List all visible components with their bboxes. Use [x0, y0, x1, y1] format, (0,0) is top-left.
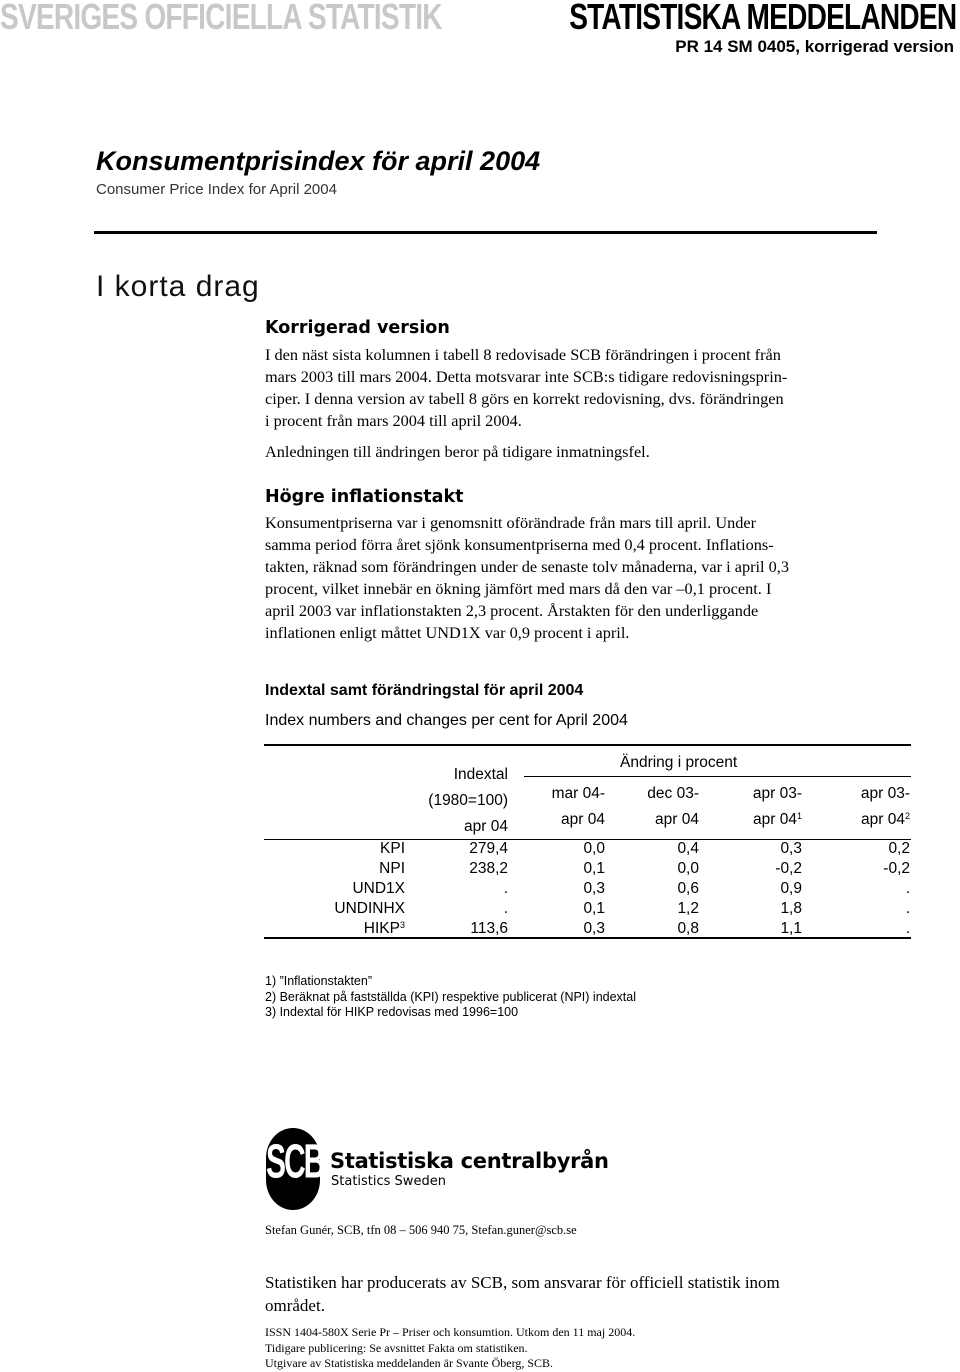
footnotes — [265, 974, 636, 1021]
document-subtitle: Consumer Price Index for April 2004 — [96, 181, 337, 198]
footnote: 3) Indextal för HIKP redovisas med 1996=100 — [265, 1005, 519, 1019]
paragraph-line: I den näst sista kolumnen i tabell 8 redovisade SCB förändringen i procent från — [265, 345, 781, 364]
section-note: Anledningen till ändringen beror på tidigare inmatningsfel. — [265, 442, 650, 461]
row-label — [300, 860, 405, 878]
paragraph-line: ciper. I denna version av tabell 8 görs en korrekt redovisning, dvs. förändringen — [265, 389, 784, 408]
paragraph-line: i procent från mars 2004 till april 2004. — [265, 411, 522, 430]
producer-line: Statistiken har producerats av SCB, som ansvarar för officiell statistik inom — [265, 1273, 780, 1292]
producer-statement — [265, 1271, 780, 1317]
index-header: Indextal — [453, 766, 508, 783]
colophon-line: ISSN 1404-580X Serie Pr – Priser och konsumtion. Utkom den 11 maj 2004. — [265, 1325, 636, 1339]
colophon — [265, 1325, 635, 1372]
table-cell: -0,2 — [883, 860, 910, 877]
footnote-marker: 2 — [904, 811, 910, 821]
column-header-top: mar 04- — [551, 785, 605, 802]
table-cell: . — [503, 900, 508, 917]
row-label-text: UND1X — [352, 880, 405, 897]
table-cell: 0,3 — [583, 920, 605, 937]
column-header-text: apr 04 — [861, 811, 905, 828]
footnote: 2) Beräknat på fastställda (KPI) respektive publicerat (NPI) indextal — [265, 989, 637, 1004]
colophon-line: Tidigare publicering: Se avsnittet Fakta om statistiken. — [265, 1340, 528, 1355]
row-label-text: HIKP — [363, 920, 400, 937]
index-header: apr 04 — [464, 818, 508, 835]
column-header-bottom — [800, 811, 910, 829]
table-cell: 1,8 — [780, 900, 802, 917]
table-cell: 113,6 — [470, 920, 508, 937]
table-cell: 0,1 — [583, 900, 605, 917]
table-cell: . — [503, 880, 508, 897]
column-header-bottom — [692, 811, 802, 829]
table-cell: 0,0 — [583, 840, 605, 857]
column-header-top: apr 03- — [752, 785, 802, 802]
footnote: 1) ”Inflationstakten” — [265, 974, 372, 988]
table-cell: 0,3 — [583, 880, 605, 897]
series-name-gray: SVERIGES OFFICIELLA STATISTIK — [0, 0, 442, 37]
column-header-top: dec 03- — [647, 785, 699, 802]
index-header: (1980=100) — [428, 792, 508, 809]
table-cell: . — [905, 880, 910, 897]
series-name: STATISTISKA MEDDELANDEN — [568, 0, 956, 37]
table-cell: 0,6 — [677, 880, 699, 897]
column-header-text: apr 04 — [655, 811, 699, 828]
logo-name: Statistiska centralbyrån — [330, 1149, 609, 1173]
table-cell: 1,2 — [677, 900, 699, 917]
table-top-rule — [264, 744, 911, 746]
paragraph-line: samma period förra året sjönk konsumentpriserna med 0,4 procent. Inflations- — [265, 535, 774, 554]
producer-line: området. — [265, 1296, 325, 1315]
column-header-text: apr 04 — [753, 811, 797, 828]
report-id: PR 14 SM 0405, korrigerad version — [675, 37, 954, 56]
row-label — [300, 920, 405, 938]
table-cell: 0,2 — [888, 840, 910, 857]
row-label — [300, 900, 405, 918]
table-subtitle: Index numbers and changes per cent for April 2004 — [265, 712, 628, 729]
title-rule — [94, 231, 877, 234]
footnote-marker: 1 — [796, 811, 802, 821]
column-header-top: apr 03- — [860, 785, 910, 802]
column-header-text: apr 04 — [561, 811, 605, 828]
table-cell: 0,9 — [780, 880, 802, 897]
document-title: Konsumentprisindex för april 2004 — [96, 146, 541, 176]
column-header-bottom — [589, 811, 699, 829]
table-cell: 0,1 — [583, 860, 605, 877]
table-cell: 279,4 — [469, 840, 508, 857]
section-heading-corrected: Korrigerad version — [265, 318, 450, 338]
table-title: Indextal samt förändringstal för april 2004 — [265, 682, 584, 699]
row-label-text: UNDINHX — [334, 900, 405, 917]
logo-subtitle: Statistics Sweden — [331, 1174, 446, 1189]
row-label — [300, 840, 405, 858]
table-cell: 0,4 — [677, 840, 699, 857]
table-cell: 0,3 — [780, 840, 802, 857]
paragraph-line: april 2003 var inflationstakten 2,3 procent. Årstakten för den underliggande — [265, 601, 759, 620]
group-header: Ändring i procent — [620, 754, 738, 771]
paragraph-line: inflationen enligt måttet UND1X var 0,9 procent i april. — [265, 623, 630, 642]
section-heading-inflation: Högre inflationstakt — [265, 487, 464, 507]
section-paragraph-inflation — [265, 512, 789, 644]
table-cell: . — [905, 920, 910, 937]
table-cell: . — [905, 900, 910, 917]
row-label-text: NPI — [379, 860, 405, 877]
paragraph-line: mars 2003 till mars 2004. Detta motsvarar inte SCB:s tidigare redovisningsprin- — [265, 367, 788, 386]
table-cell: 1,1 — [780, 920, 802, 937]
colophon-line: Utgivare av Statistiska meddelanden är Svante Öberg, SCB. — [265, 1356, 554, 1370]
footnote-marker: 3 — [399, 920, 405, 930]
summary-heading: I korta drag — [96, 270, 260, 303]
contact-info: Stefan Gunér, SCB, tfn 08 – 506 940 75, Stefan.guner@scb.se — [265, 1223, 577, 1237]
paragraph-line: Konsumentpriserna var i genomsnitt oförändrade från mars till april. Under — [265, 513, 757, 532]
paragraph-line: procent, vilket innebär en ökning jämfört med mars då den var –0,1 procent. I — [265, 579, 772, 598]
table-cell: 238,2 — [469, 860, 508, 877]
table-cell: 0,0 — [677, 860, 699, 877]
paragraph-line: takten, räknad som förändringen under de senaste tolv månaderna, var i april 0,3 — [265, 557, 789, 576]
scb-logo-mark: SCB — [266, 1136, 324, 1189]
row-label-text: KPI — [380, 840, 405, 857]
group-header-rule — [524, 776, 911, 777]
section-paragraph-corrected — [265, 344, 787, 432]
row-label — [300, 880, 405, 898]
table-cell: -0,2 — [775, 860, 802, 877]
table-cell: 0,8 — [677, 920, 699, 937]
